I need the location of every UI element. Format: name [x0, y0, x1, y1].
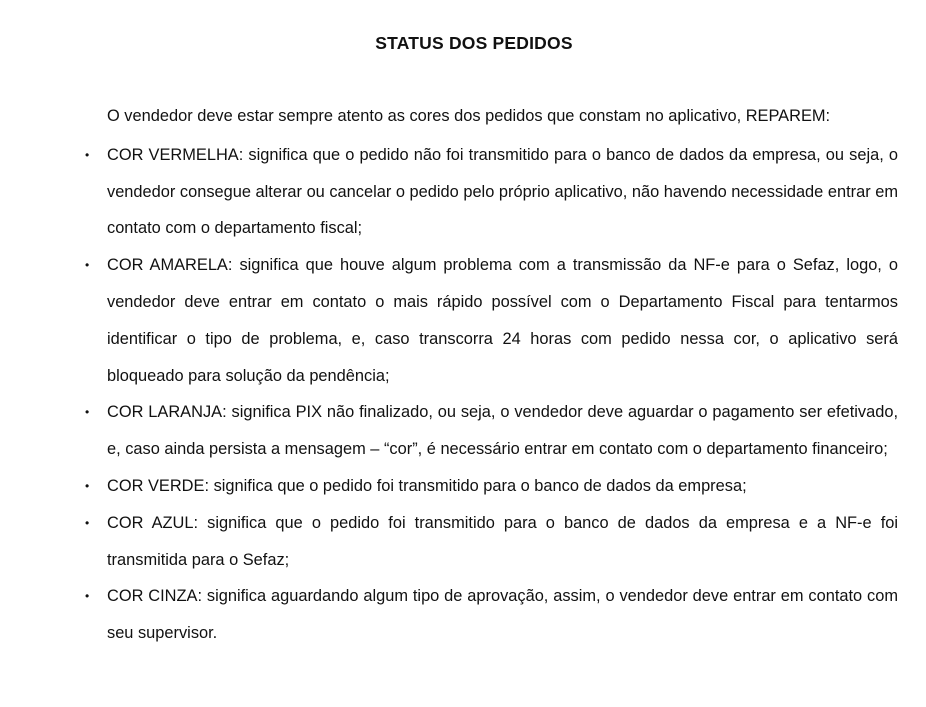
status-item-azul	[50, 505, 898, 579]
status-text: significa que o pedido foi transmitido para o banco de dados da empresa;	[213, 476, 747, 495]
bullet-icon: •	[85, 515, 90, 530]
bullet-icon: •	[85, 589, 90, 604]
status-text: significa PIX não finalizado, ou seja, o vendedor deve aguardar o pagamento ser efetivado, e, caso ainda persista a mensagem – “cor”, é necessário entrar em contato com o departamento financeiro;	[107, 403, 898, 459]
intro-paragraph: O vendedor deve estar sempre atento as cores dos pedidos que constam no aplicativo, REPAREM:	[107, 107, 831, 125]
status-text: significa aguardando algum tipo de aprovação, assim, o vendedor deve entrar em contato com seu supervisor.	[107, 587, 898, 643]
status-item-vermelha	[50, 137, 898, 247]
status-item-laranja	[50, 394, 898, 468]
status-item-amarela	[50, 247, 898, 394]
status-text: significa que o pedido foi transmitido para o banco de dados da empresa e a NF-e foi transmitida para o Sefaz;	[107, 513, 898, 569]
bullet-icon: •	[85, 147, 90, 162]
status-label: COR CINZA:	[107, 587, 203, 606]
status-label: COR VERDE:	[107, 476, 210, 495]
status-label: COR VERMELHA:	[107, 145, 244, 164]
status-text: significa que o pedido não foi transmitido para o banco de dados da empresa, ou seja, o vendedor consegue alterar ou cancelar o pedido pelo próprio aplicativo, não havendo necessidade entrar em contato com o departamento fiscal;	[107, 145, 899, 238]
status-list	[50, 137, 898, 652]
status-text: significa que houve algum problema com a transmissão da NF-e para o Sefaz, logo, o vendedor deve entrar em contato o mais rápido possível com o Departamento Fiscal para tentarmos identificar o tipo de problema, e, caso transcorra 24 horas com pedido nessa cor, o aplicativo será bloqueado para solução da pendência;	[107, 256, 898, 385]
status-label: COR AMARELA:	[107, 256, 233, 275]
status-item-verde	[50, 468, 898, 505]
bullet-icon: •	[85, 258, 90, 273]
status-label: COR LARANJA:	[107, 403, 227, 422]
status-item-cinza	[50, 578, 898, 652]
bullet-icon: •	[85, 405, 90, 420]
status-label: COR AZUL:	[107, 513, 199, 532]
document-title: STATUS DOS PEDIDOS	[375, 33, 573, 53]
bullet-icon: •	[85, 478, 90, 493]
